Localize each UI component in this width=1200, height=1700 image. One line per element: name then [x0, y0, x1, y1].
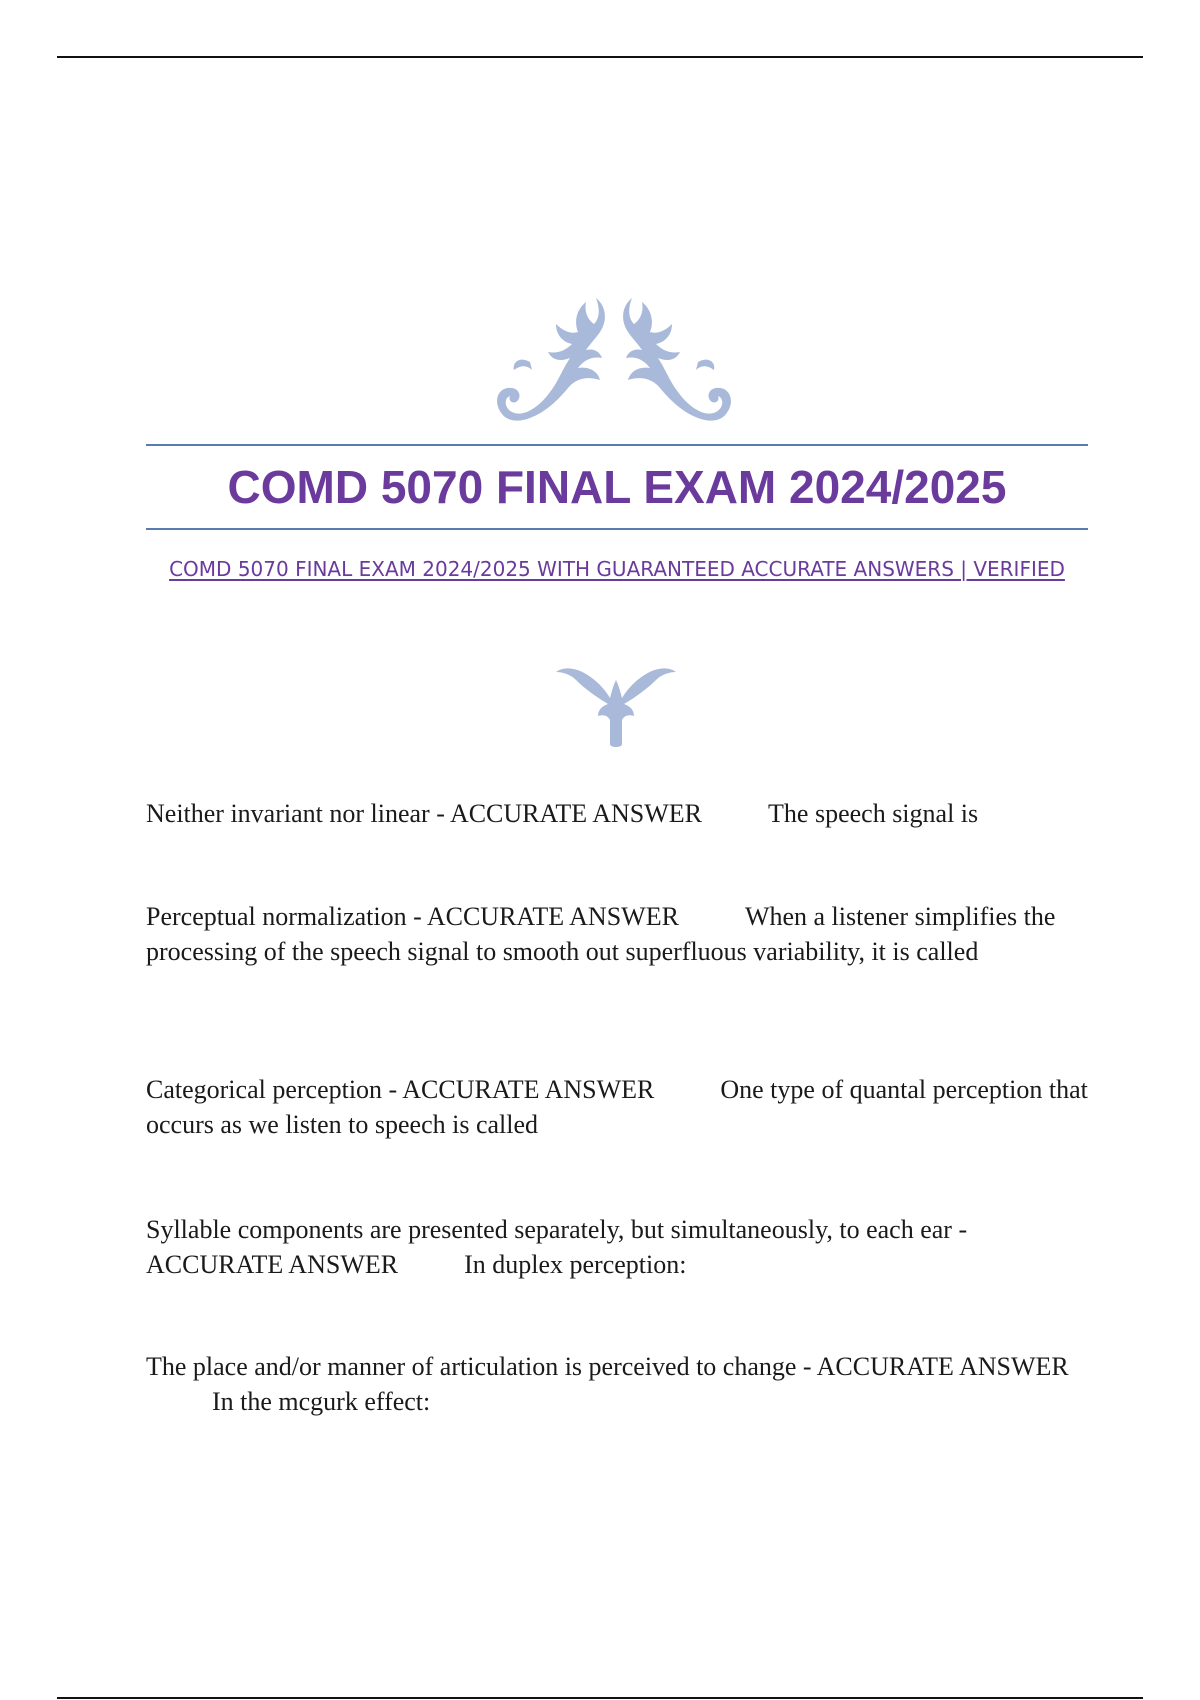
qa-answer: Categorical perception - ACCURATE ANSWER: [146, 1075, 655, 1104]
list-item: [146, 1072, 1096, 1142]
floral-flourish-icon: [490, 292, 738, 426]
qa-answer: The place and/or manner of articulation is perceived to change - ACCURATE ANSWER: [146, 1352, 1069, 1381]
qa-question: In the mcgurk effect:: [212, 1387, 431, 1416]
page-top-rule: [57, 56, 1143, 58]
document-title: COMD 5070 FINAL EXAM 2024/2025: [227, 461, 1007, 513]
fleuron-divider-icon: [554, 664, 678, 750]
qa-question: One type of quantal perception that occurs as we listen to speech is called: [146, 1075, 1088, 1139]
qa-question: When a listener simplifies the processing of the speech signal to smooth out superfluous variability, it is called: [146, 902, 1056, 966]
qa-answer: Neither invariant nor linear - ACCURATE ANSWER: [146, 799, 703, 828]
document-subtitle-link[interactable]: COMD 5070 FINAL EXAM 2024/2025 WITH GUARANTEED ACCURATE ANSWERS | VERIFIED: [169, 557, 1065, 581]
list-item: [146, 899, 1096, 969]
list-item: [146, 796, 978, 831]
title-rule-upper: [146, 444, 1088, 446]
qa-answer: Perceptual normalization - ACCURATE ANSWER: [146, 902, 679, 931]
qa-question: The speech signal is: [768, 799, 979, 828]
list-item: [146, 1212, 1096, 1282]
qa-question: In duplex perception:: [464, 1250, 687, 1279]
title-rule-lower: [146, 528, 1088, 530]
page-bottom-rule: [57, 1697, 1143, 1699]
document-subtitle[interactable]: [146, 552, 1088, 586]
qa-answer: Syllable components are presented separately, but simultaneously, to each ear - ACCURATE ANSWER: [146, 1215, 968, 1279]
list-item: [146, 1349, 1096, 1419]
